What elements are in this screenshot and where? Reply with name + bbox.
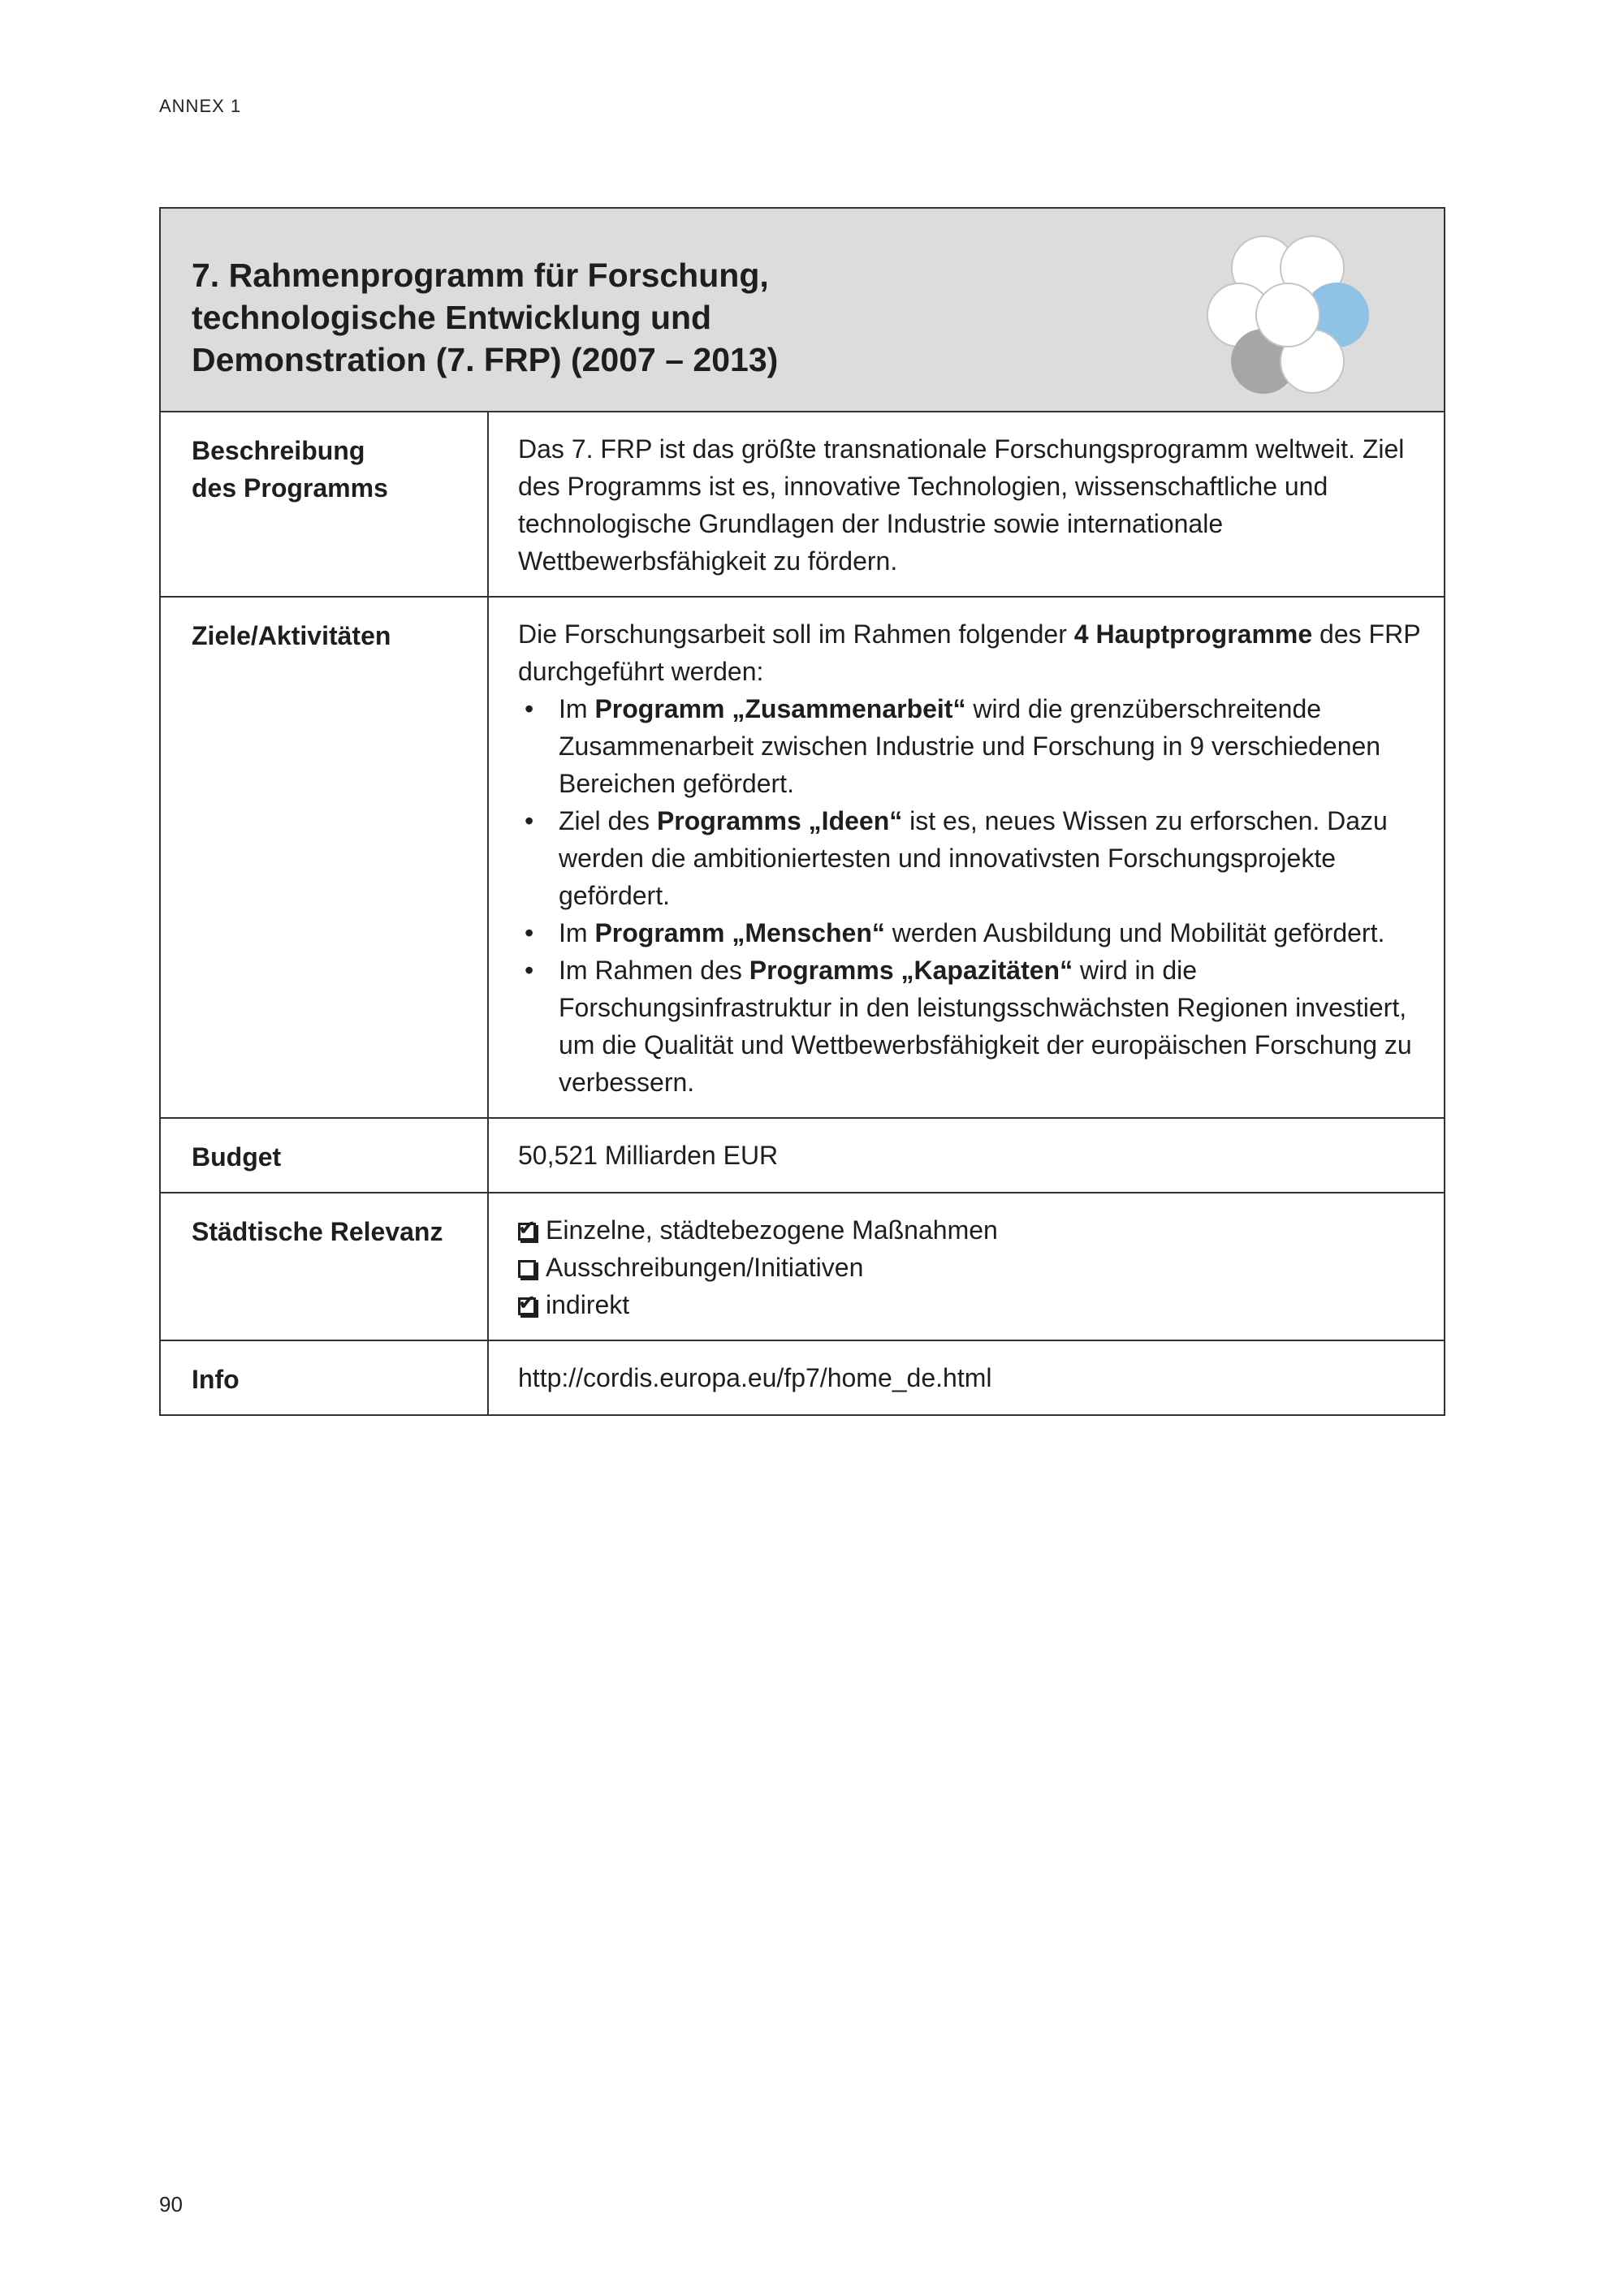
item-bold: Programm „Menschen“ <box>594 918 885 947</box>
item-bold: Programms „Kapazitäten“ <box>749 956 1073 985</box>
item-bold: Programms „Ideen“ <box>656 806 903 835</box>
checkbox-option <box>518 1249 1423 1286</box>
item-text: wird die grenzüberschreitende Zusammenarbeit zwischen Industrie und Forschung in 9 verschiedenen Bereichen gefördert. <box>559 694 1381 798</box>
circles-cluster-icon <box>1192 225 1395 404</box>
row-content <box>489 412 1444 596</box>
row-budget <box>161 1119 1444 1193</box>
label-line: Beschreibung <box>192 436 365 465</box>
title-line: Demonstration (7. FRP) (2007 – 2013) <box>192 341 779 378</box>
intro-text: Die Forschungsarbeit soll im Rahmen folgender <box>518 619 1074 649</box>
row-label: Ziele/Aktivitäten <box>161 598 489 1117</box>
row-relevanz <box>161 1193 1444 1341</box>
option-label: Ausschreibungen/Initiativen <box>546 1253 864 1282</box>
checkbox-option <box>518 1211 1423 1249</box>
intro-text: des FRP durchgeführt werden: <box>518 619 1420 686</box>
programme-sheet <box>159 207 1445 1416</box>
sheet-header <box>161 209 1444 412</box>
goals-intro <box>518 615 1423 690</box>
row-content <box>489 598 1444 1117</box>
item-text: Im <box>559 918 595 947</box>
item-text: wird in die Forschungsinfrastruktur in den leistungsschwächsten Regionen investiert, um die Qualität und Wettbewerbsfähigkeit der europäischen Forschung zu verbessern. <box>559 956 1412 1097</box>
check-mark-icon: ✔ <box>518 1215 536 1240</box>
row-content <box>489 1341 1444 1414</box>
programme-title <box>192 254 922 381</box>
description-text: Das 7. FRP ist das größte transnationale Forschungsprogramm weltweit. Ziel des Programms ist es, innovative Technologien, wissenschaftliche und technologische Grundlagen der Industrie sowie internationale Wettbewerbsfähigkeit zu fördern. <box>518 434 1405 576</box>
list-item <box>518 914 1423 952</box>
checkbox-icon <box>518 1290 536 1315</box>
row-label: Info <box>161 1341 489 1414</box>
programme-list <box>518 690 1423 1101</box>
row-beschreibung <box>161 412 1444 598</box>
info-link[interactable]: http://cordis.europa.eu/fp7/home_de.html <box>518 1363 992 1392</box>
row-label: Budget <box>161 1119 489 1192</box>
checkbox-option <box>518 1286 1423 1323</box>
row-content <box>489 1119 1444 1192</box>
list-item <box>518 952 1423 1101</box>
checkbox-icon <box>518 1260 536 1278</box>
list-item <box>518 802 1423 914</box>
item-text: Ziel des <box>559 806 657 835</box>
item-text: werden Ausbildung und Mobilität gefördert. <box>884 918 1385 947</box>
label-line: des Programms <box>192 473 388 503</box>
item-text: Im <box>559 694 595 723</box>
intro-bold: 4 Hauptprogramme <box>1073 619 1313 649</box>
row-label <box>161 412 489 596</box>
title-line: technologische Entwicklung und <box>192 299 712 336</box>
title-line: 7. Rahmenprogramm für Forschung, <box>192 257 769 294</box>
checkbox-icon <box>518 1215 536 1241</box>
item-text: Im Rahmen des <box>559 956 749 985</box>
running-head: ANNEX 1 <box>159 96 242 116</box>
budget-value: 50,521 Milliarden EUR <box>518 1141 779 1170</box>
row-content <box>489 1193 1444 1340</box>
item-bold: Programm „Zusammenarbeit“ <box>594 694 966 723</box>
list-item <box>518 690 1423 802</box>
page-number: 90 <box>159 2192 183 2216</box>
option-label: indirekt <box>546 1290 630 1319</box>
row-ziele <box>161 598 1444 1119</box>
row-info <box>161 1341 1444 1414</box>
option-label: Einzelne, städtebezogene Maßnahmen <box>546 1215 998 1245</box>
check-mark-icon: ✔ <box>518 1290 536 1314</box>
item-text: ist es, neues Wissen zu erforschen. Dazu werden die ambitioniertesten und innovativsten Forschungsprojekte gefördert. <box>559 806 1388 910</box>
row-label: Städtische Relevanz <box>161 1193 489 1340</box>
